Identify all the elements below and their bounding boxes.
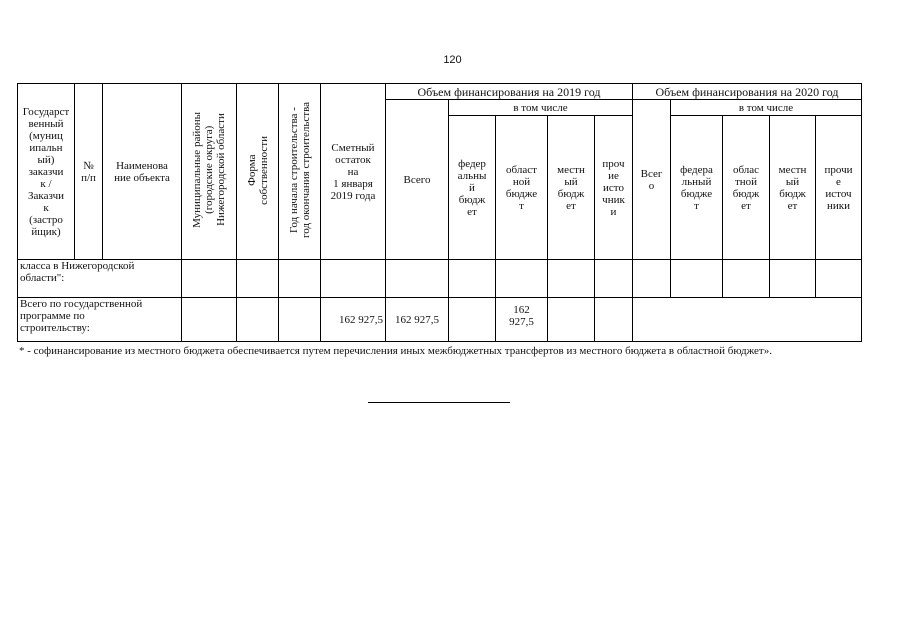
header-districts-text: Муниципальные районы (городские округа) Нижегородской области xyxy=(191,112,227,228)
row-total-2019: 162 927,5 xyxy=(386,298,449,342)
page-number: 120 xyxy=(443,54,462,66)
header-regional-2019: област ной бюдже т xyxy=(496,116,548,260)
header-regional-2020: облас тной бюдж ет xyxy=(723,116,770,260)
header-years xyxy=(279,84,321,260)
table-row-total xyxy=(18,298,862,342)
group-header-2020: Объем финансирования на 2020 год xyxy=(633,84,862,100)
header-ownership xyxy=(237,84,279,260)
row-total-label: Всего по государственной программе по строительству: xyxy=(18,298,182,342)
row-total-estimate: 162 927,5 xyxy=(321,298,386,342)
financing-table xyxy=(17,83,862,342)
header-customer: Государст венный (муниц ипальн ый) заказчи к / Заказчи к (застро йщик) xyxy=(18,84,75,260)
divider-line xyxy=(368,402,510,403)
header-object-name: Наименова ние объекта xyxy=(103,84,182,260)
group-header-2019: Объем финансирования на 2019 год xyxy=(386,84,633,100)
header-ownership-text: Форма собственности xyxy=(245,135,270,205)
footnote: * - софинансирование из местного бюджета обеспечивается путем перечисления иных межбюджетных трансфертов из местного бюджета в областной бюджет». xyxy=(19,345,772,357)
header-number: № п/п xyxy=(75,84,103,260)
header-estimate: Сметный остаток на 1 января 2019 года xyxy=(321,84,386,260)
header-years-text: Год начала строительства - год окончания строительства xyxy=(287,102,312,238)
header-federal-2020: федера льный бюдже т xyxy=(671,116,723,260)
header-other-2020: прочи е источ ники xyxy=(816,116,862,260)
header-total-2019: Всего xyxy=(386,100,449,260)
subheader-including-2019: в том числе xyxy=(449,100,633,116)
table-row xyxy=(18,260,862,298)
row-total-regional-2019: 162 927,5 xyxy=(496,298,548,342)
subheader-including-2020: в том числе xyxy=(671,100,862,116)
header-other-2019: проч ие исто чник и xyxy=(595,116,633,260)
header-districts xyxy=(182,84,237,260)
header-local-2019: местн ый бюдж ет xyxy=(548,116,595,260)
header-local-2020: местн ый бюдж ет xyxy=(770,116,816,260)
row-class-label: класса в Нижегородской области": xyxy=(18,260,182,298)
header-federal-2019: федер альны й бюдж ет xyxy=(449,116,496,260)
header-total-2020: Всег о xyxy=(633,100,671,260)
